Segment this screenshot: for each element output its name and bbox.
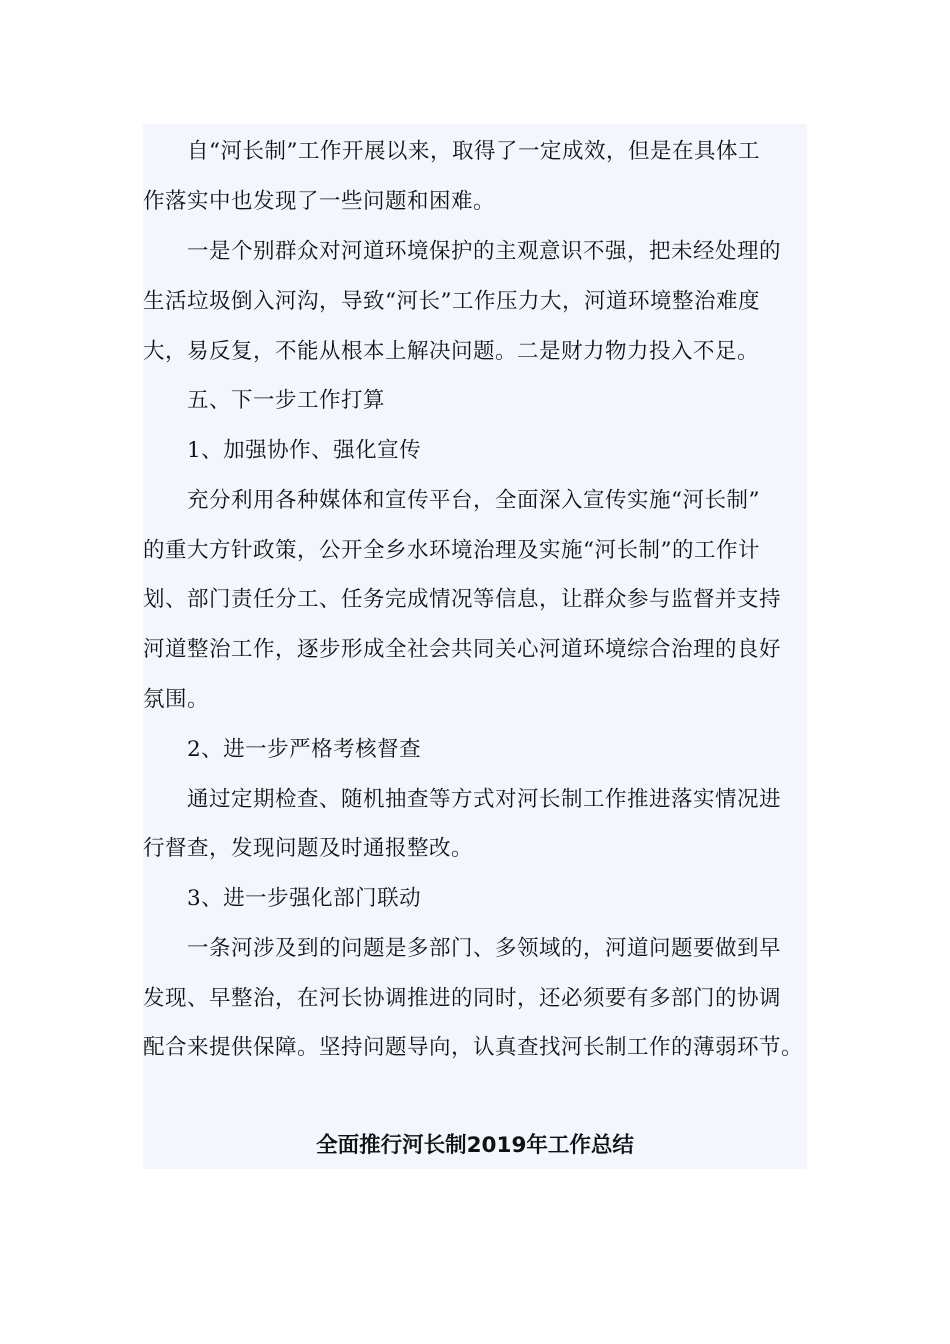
- text-line: 作落实中也发现了一些问题和困难。: [143, 189, 496, 214]
- text-line: 发现、早整治，在河长协调推进的同时，还必须要有多部门的协调: [143, 986, 782, 1011]
- subsection-heading: 1、加强协作、强化宣传: [143, 438, 422, 463]
- text-line: 河道整治工作，逐步形成全社会共同关心河道环境综合治理的良好: [143, 637, 782, 662]
- text-line: 自“河长制”工作开展以来，取得了一定成效，但是在具体工: [143, 139, 760, 164]
- document-title: 全面推行河长制2019年工作总结: [316, 1133, 634, 1158]
- text-line: 的重大方针政策，公开全乡水环境治理及实施“河长制”的工作计: [143, 538, 760, 563]
- text-line: 划、部门责任分工、任务完成情况等信息，让群众参与监督并支持: [143, 587, 782, 612]
- section-heading: 五、下一步工作打算: [143, 388, 386, 413]
- text-line: 一是个别群众对河道环境保护的主观意识不强，把未经处理的: [143, 239, 782, 264]
- subsection-heading: 2、进一步严格考核督查: [143, 737, 422, 762]
- text-line: 生活垃圾倒入河沟，导致“河长”工作压力大，河道环境整治难度: [143, 289, 760, 314]
- text-line: 充分利用各种媒体和宣传平台，全面深入宣传实施“河长制”: [143, 488, 760, 513]
- text-line: 行督查，发现问题及时通报整改。: [143, 836, 474, 861]
- text-line: 通过定期检查、随机抽查等方式对河长制工作推进落实情况进: [143, 787, 782, 812]
- subsection-heading: 3、进一步强化部门联动: [143, 886, 422, 911]
- text-line: 配合来提供保障。坚持问题导向，认真查找河长制工作的薄弱环节。: [143, 1035, 804, 1060]
- text-line: 大，易反复，不能从根本上解决问题。二是财力物力投入不足。: [143, 339, 760, 364]
- text-line: 一条河涉及到的问题是多部门、多领域的，河道问题要做到早: [143, 936, 782, 961]
- text-line: 氛围。: [143, 687, 210, 712]
